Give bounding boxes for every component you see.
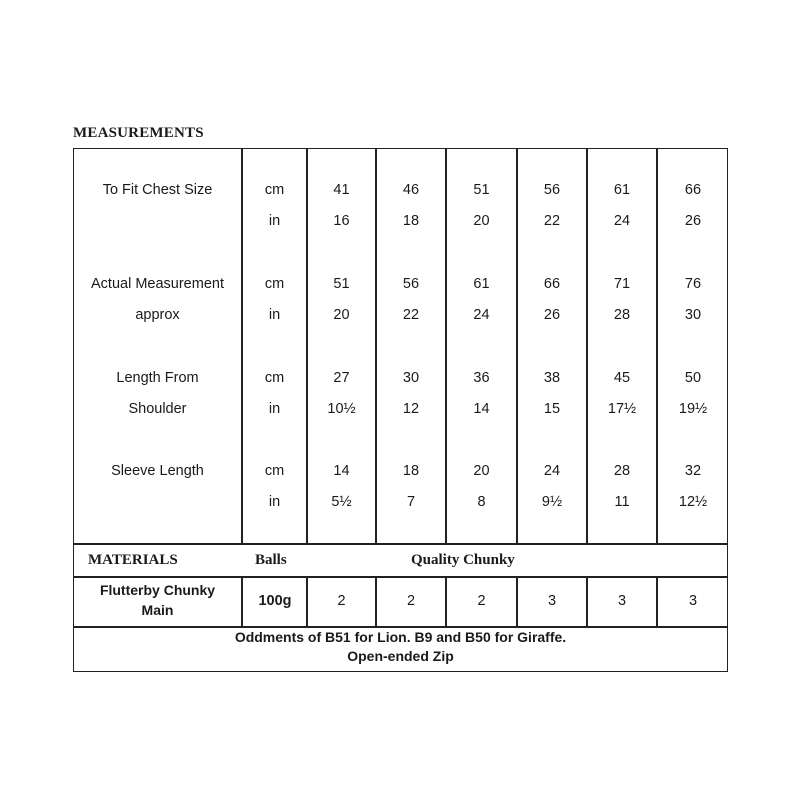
value-cm: 36 — [473, 370, 490, 386]
value-in: 5½ — [331, 494, 352, 510]
value-cm: 24 — [543, 463, 561, 479]
unit-in: in — [268, 494, 281, 510]
value-cm: 56 — [402, 276, 420, 292]
row-label: Actual Measurement — [91, 276, 224, 292]
column-divider — [241, 148, 243, 544]
value-in: 26 — [543, 307, 561, 323]
row-divider — [73, 543, 728, 545]
value-cm: 38 — [543, 370, 561, 386]
value-in: 20 — [473, 213, 490, 229]
value-in: 22 — [402, 307, 420, 323]
value-in: 7 — [406, 494, 416, 510]
balls-heading: Balls — [255, 552, 287, 568]
value-in: 16 — [333, 213, 350, 229]
ball-quantity: 3 — [547, 593, 557, 609]
value-cm: 27 — [333, 370, 350, 386]
column-divider — [656, 148, 658, 544]
value-cm: 30 — [402, 370, 420, 386]
value-in: 11 — [614, 494, 630, 510]
materials-heading: MATERIALS — [88, 552, 178, 568]
unit-cm: cm — [264, 463, 285, 479]
value-cm: 14 — [333, 463, 350, 479]
ball-weight: 100g — [258, 593, 292, 609]
row-label-line2: approx — [135, 307, 180, 323]
row-label-line2: Shoulder — [128, 401, 187, 417]
ball-quantity: 2 — [406, 593, 416, 609]
value-in: 20 — [333, 307, 350, 323]
value-cm: 28 — [613, 463, 631, 479]
yarn-name — [75, 580, 240, 620]
value-cm: 61 — [613, 182, 631, 198]
value-in: 18 — [402, 213, 420, 229]
value-in: 17½ — [607, 401, 637, 417]
value-cm: 46 — [402, 182, 420, 198]
unit-in: in — [268, 213, 281, 229]
value-in: 26 — [684, 213, 702, 229]
value-cm: 45 — [613, 370, 631, 386]
value-cm: 71 — [613, 276, 631, 292]
column-divider — [375, 148, 377, 544]
unit-cm: cm — [264, 370, 285, 386]
value-cm: 66 — [543, 276, 561, 292]
row-label: Sleeve Length — [111, 463, 204, 479]
unit-cm: cm — [264, 182, 285, 198]
value-in: 30 — [684, 307, 702, 323]
value-cm: 20 — [473, 463, 490, 479]
value-in: 22 — [543, 213, 561, 229]
ball-quantity: 3 — [688, 593, 698, 609]
yarn-name-line2: Main — [141, 602, 174, 618]
value-in: 10½ — [327, 401, 356, 417]
value-in: 14 — [473, 401, 490, 417]
materials-notes — [75, 628, 726, 666]
value-cm: 56 — [543, 182, 561, 198]
value-in: 12 — [402, 401, 420, 417]
ball-quantity: 2 — [337, 593, 346, 609]
value-cm: 66 — [684, 182, 702, 198]
column-divider — [445, 148, 447, 544]
value-cm: 61 — [473, 276, 490, 292]
unit-in: in — [268, 401, 281, 417]
value-cm: 76 — [684, 276, 702, 292]
value-in: 8 — [477, 494, 486, 510]
value-cm: 50 — [684, 370, 702, 386]
row-divider — [73, 576, 728, 578]
column-divider — [306, 148, 308, 544]
value-cm: 18 — [402, 463, 420, 479]
value-in: 24 — [473, 307, 490, 323]
value-in: 28 — [613, 307, 631, 323]
value-cm: 51 — [473, 182, 490, 198]
value-in: 12½ — [678, 494, 708, 510]
ball-quantity: 2 — [477, 593, 486, 609]
value-cm: 51 — [333, 276, 350, 292]
notes-line2: Open-ended Zip — [347, 648, 454, 664]
notes-line1: Oddments of B51 for Lion. B9 and B50 for Giraffe. — [234, 629, 567, 645]
unit-in: in — [268, 307, 281, 323]
ball-quantity: 3 — [617, 593, 627, 609]
yarn-name-line1: Flutterby Chunky — [99, 582, 216, 598]
row-label: Length From — [116, 370, 199, 386]
measurements-title: MEASUREMENTS — [73, 125, 204, 141]
column-divider — [586, 148, 588, 544]
quality-heading: Quality Chunky — [411, 552, 515, 568]
row-label: To Fit Chest Size — [102, 182, 213, 198]
value-in: 9½ — [541, 494, 563, 510]
value-in: 19½ — [678, 401, 708, 417]
value-in: 15 — [543, 401, 561, 417]
value-cm: 32 — [684, 463, 702, 479]
column-divider — [516, 148, 518, 544]
unit-cm: cm — [264, 276, 285, 292]
value-cm: 41 — [333, 182, 350, 198]
value-in: 24 — [613, 213, 631, 229]
